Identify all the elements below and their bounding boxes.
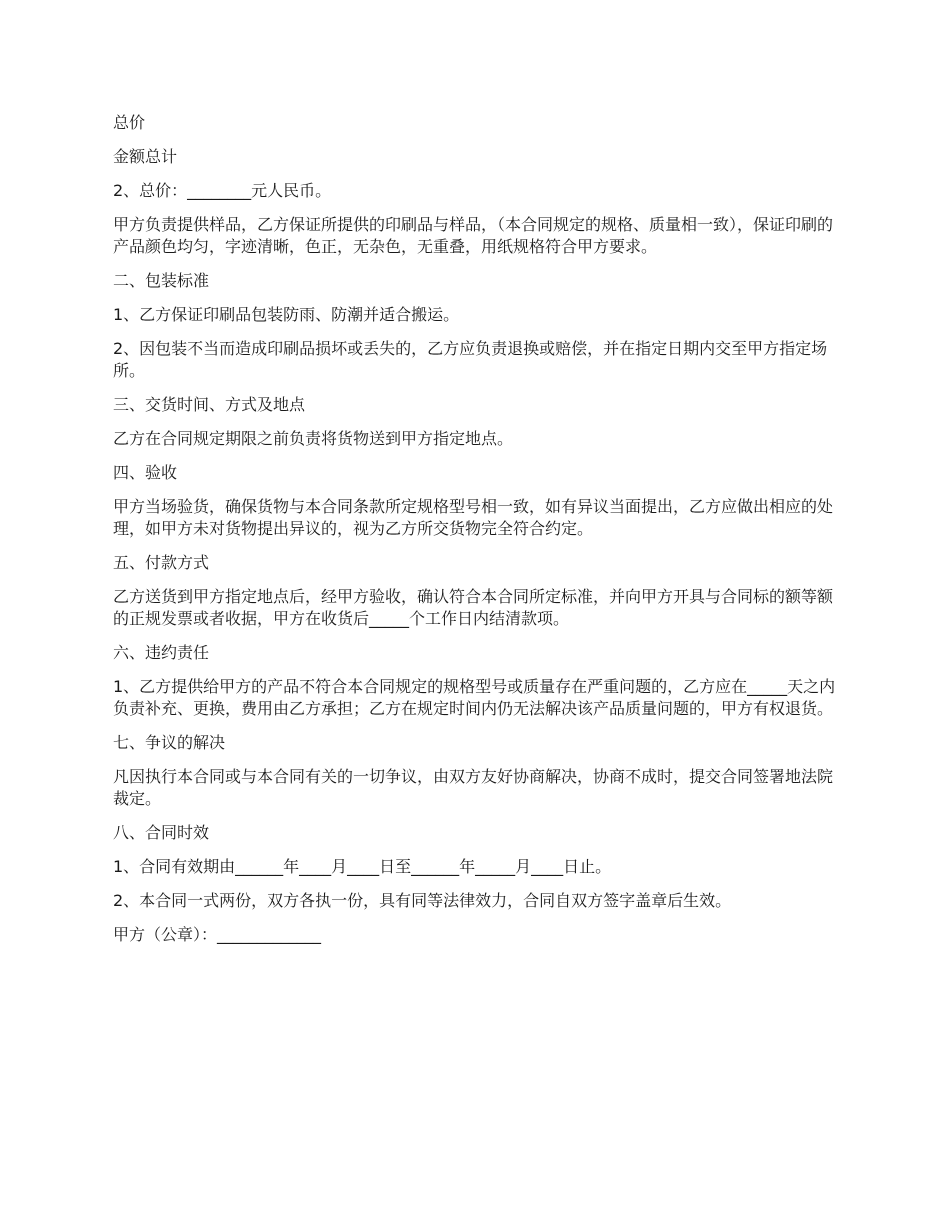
paragraph-acceptance: 甲方当场验货，确保货物与本合同条款所定规格型号相一致，如有异议当面提出，乙方应做出相应的处理，如甲方未对货物提出异议的，视为乙方所交货物完全符合约定。 — [113, 497, 834, 538]
section-heading-delivery: 三、交货时间、方式及地点 — [113, 395, 306, 414]
paragraph-total-price-heading: 总价 — [113, 113, 146, 132]
paragraph-dispute: 凡因执行本合同或与本合同有关的一切争议，由双方友好协商解决，协商不成时，提交合同签署地法院裁定。 — [113, 767, 834, 808]
paragraph-packaging-1: 1、乙方保证印刷品包装防雨、防潮并适合搬运。 — [113, 305, 460, 324]
paragraph-sample-quality: 甲方负责提供样品，乙方保证所提供的印刷品与样品，（本合同规定的规格、质量相一致），保证印刷的产品颜色均匀，字迹清晰，色正，无杂色，无重叠，用纸规格符合甲方要求。 — [113, 215, 834, 256]
document-body — [113, 112, 843, 958]
paragraph-validity-1: 1、合同有效期由______年____月____日至______年_____月____日止。 — [113, 857, 612, 876]
paragraph-validity-2: 2、本合同一式两份，双方各执一份，具有同等法律效力，合同自双方签字盖章后生效。 — [113, 891, 732, 910]
section-heading-dispute: 七、争议的解决 — [113, 733, 226, 752]
paragraph-delivery: 乙方在合同规定期限之前负责将货物送到甲方指定地点。 — [113, 429, 514, 448]
section-heading-packaging: 二、包装标准 — [113, 271, 210, 290]
section-heading-acceptance: 四、验收 — [113, 463, 178, 482]
signature-party-a: 甲方（公章）：_____________ — [113, 925, 322, 944]
paragraph-liability-1: 1、乙方提供给甲方的产品不符合本合同规定的规格型号或质量存在严重问题的，乙方应在_____天之内负责补充、更换，费用由乙方承担；乙方在规定时间内仍无法解决该产品质量问题的，甲方有权退货。 — [113, 677, 836, 718]
section-heading-validity: 八、合同时效 — [113, 823, 210, 842]
paragraph-amount-total: 金额总计 — [113, 147, 178, 166]
section-heading-liability: 六、违约责任 — [113, 643, 210, 662]
paragraph-payment: 乙方送货到甲方指定地点后，经甲方验收，确认符合本合同所定标准，并向甲方开具与合同标的额等额的正规发票或者收据，甲方在收货后_____个工作日内结清款项。 — [113, 587, 834, 628]
paragraph-packaging-2: 2、因包装不当而造成印刷品损坏或丢失的，乙方应负责退换或赔偿，并在指定日期内交至甲方指定场所。 — [113, 339, 828, 380]
paragraph-total-price: 2、总价：________元人民币。 — [113, 181, 332, 200]
section-heading-payment: 五、付款方式 — [113, 553, 210, 572]
